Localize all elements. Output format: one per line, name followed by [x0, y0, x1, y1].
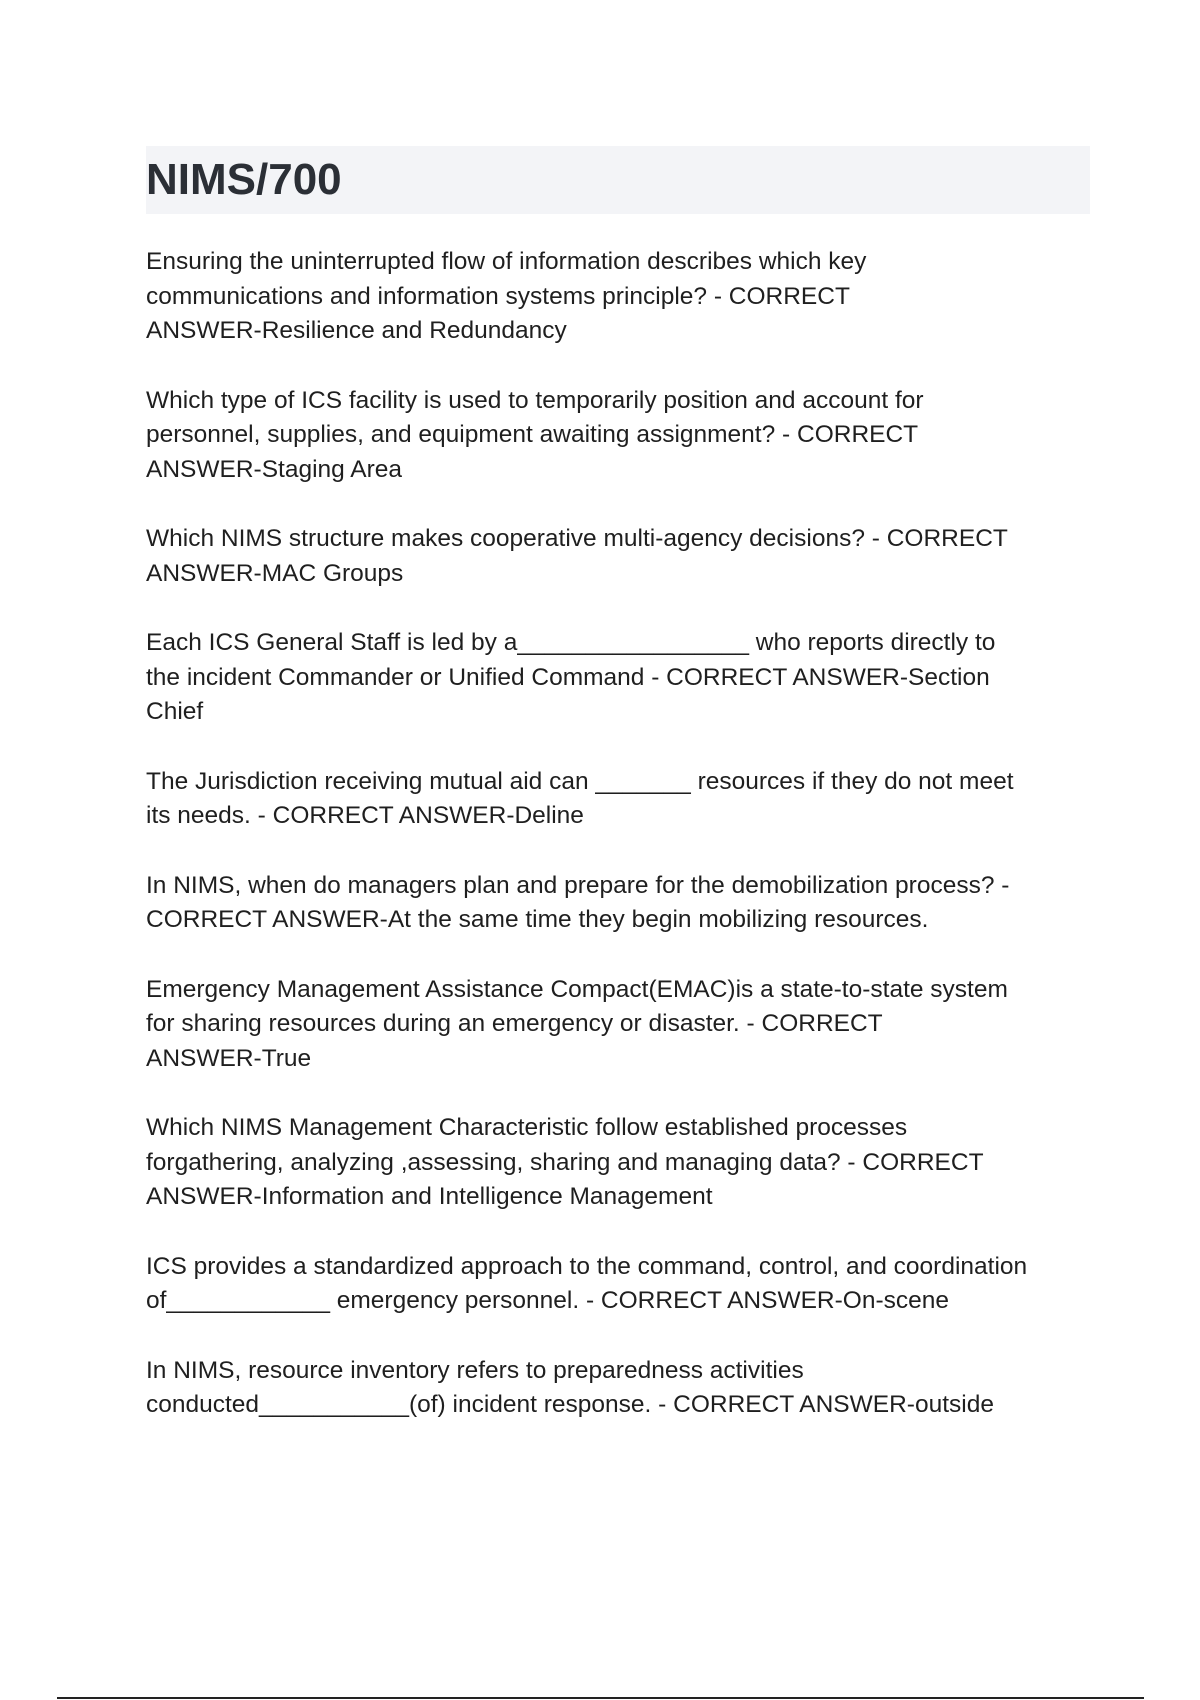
qa-line: conducted___________(of) incident response. - CORRECT ANSWER-outside	[146, 1391, 994, 1418]
document-title: NIMS/700	[146, 155, 342, 204]
qa-line: Emergency Management Assistance Compact(EMAC)is a state-to-state system	[146, 975, 1008, 1003]
qa-line: ANSWER-Staging Area	[146, 455, 402, 483]
qa-line: The Jurisdiction receiving mutual aid can _______ resources if they do not meet	[146, 767, 1014, 795]
qa-line: ICS provides a standardized approach to the command, control, and coordination	[146, 1252, 1028, 1280]
qa-item	[146, 1354, 1096, 1423]
qa-line: Chief	[146, 698, 204, 725]
qa-item	[146, 973, 1096, 1077]
qa-line: Which NIMS structure makes cooperative multi-agency decisions? - CORRECT	[146, 525, 1008, 552]
qa-line: ANSWER-True	[146, 1044, 312, 1072]
qa-line: its needs. - CORRECT ANSWER-Deline	[146, 802, 584, 829]
qa-line: the incident Commander or Unified Command - CORRECT ANSWER-Section	[146, 663, 990, 691]
qa-line: In NIMS, when do managers plan and prepare for the demobilization process? -	[146, 871, 1010, 899]
qa-line: of____________ emergency personnel. - CORRECT ANSWER-On-scene	[146, 1287, 949, 1314]
qa-line: Which type of ICS facility is used to temporarily position and account for	[146, 386, 924, 414]
qa-line: forgathering, analyzing ,assessing, sharing and managing data? - CORRECT	[146, 1148, 984, 1176]
qa-line: for sharing resources during an emergency or disaster. - CORRECT	[146, 1010, 883, 1037]
qa-item	[146, 384, 1096, 488]
qa-item	[146, 1250, 1096, 1319]
qa-line: personnel, supplies, and equipment awaiting assignment? - CORRECT	[146, 421, 919, 448]
qa-line: Ensuring the uninterrupted flow of information describes which key	[146, 248, 867, 275]
qa-item	[146, 245, 1096, 349]
qa-item	[146, 522, 1096, 591]
qa-line: ANSWER-Resilience and Redundancy	[146, 317, 567, 344]
qa-line: In NIMS, resource inventory refers to preparedness activities	[146, 1356, 804, 1384]
qa-line: Each ICS General Staff is led by a_________________ who reports directly to	[146, 629, 996, 656]
qa-item	[146, 1111, 1096, 1215]
qa-line: ANSWER-Information and Intelligence Management	[146, 1183, 713, 1210]
qa-item	[146, 869, 1096, 938]
qa-line: CORRECT ANSWER-At the same time they begin mobilizing resources.	[146, 906, 929, 933]
question-list	[146, 245, 1096, 1458]
qa-line: communications and information systems principle? - CORRECT	[146, 282, 850, 310]
qa-line: ANSWER-MAC Groups	[146, 559, 404, 587]
title-band	[146, 146, 1090, 214]
qa-item	[146, 765, 1096, 834]
qa-line: Which NIMS Management Characteristic follow established processes	[146, 1114, 908, 1141]
qa-item	[146, 626, 1096, 730]
footer-divider	[57, 1697, 1144, 1699]
